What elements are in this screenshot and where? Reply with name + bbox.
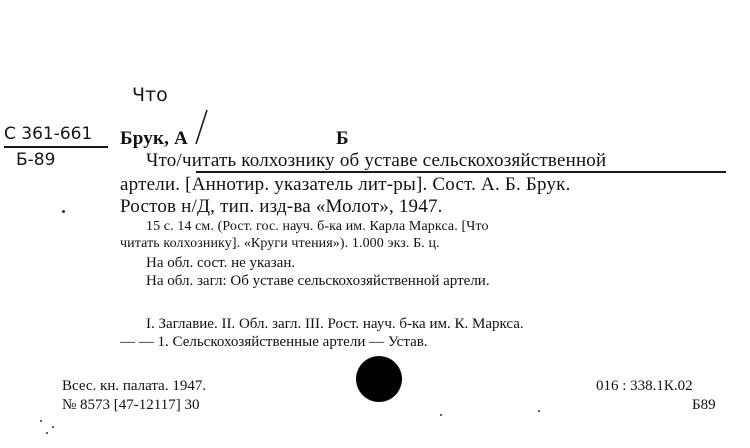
title-line-1: Что/читать колхознику об уставе сельскохозяйственной bbox=[146, 150, 607, 171]
scan-speck bbox=[440, 414, 442, 416]
collation-line-1: 15 с. 14 см. (Рост. гос. науч. б-ка им. Карла Маркса. [Что bbox=[146, 219, 489, 234]
classification-code: 016 : 338.1К.02 bbox=[596, 378, 693, 394]
tracing-1: I. Заглавие. II. Обл. загл. III. Рост. науч. б-ка им. К. Маркса. bbox=[146, 316, 524, 332]
note-2: На обл. загл: Об уставе сельскохозяйственной артели. bbox=[146, 273, 490, 289]
title-line-3: Ростов н/Д, тип. изд-ва «Молот», 1947. bbox=[120, 196, 443, 217]
scan-speck bbox=[46, 432, 48, 434]
book-chamber: Всес. кн. палата. 1947. bbox=[62, 378, 207, 394]
card-punch-hole bbox=[356, 356, 402, 402]
cutter-number: Б89 bbox=[692, 397, 716, 413]
handwritten-shelf-mark-1: С 361-661 bbox=[4, 124, 93, 144]
scan-speck bbox=[538, 410, 540, 412]
scan-speck bbox=[62, 210, 65, 213]
registration-number: № 8573 [47-12117] 30 bbox=[62, 397, 200, 413]
scan-speck bbox=[52, 426, 54, 428]
title-underline bbox=[196, 171, 726, 173]
author-initial: Б bbox=[336, 128, 349, 149]
handwritten-top-word: Что bbox=[132, 84, 168, 106]
handwritten-shelf-mark-2: Б-89 bbox=[16, 150, 56, 170]
author-heading: Брук, А bbox=[120, 128, 188, 149]
title-line-2: артели. [Аннотир. указатель лит-ры]. Сост. А. Б. Брук. bbox=[120, 174, 571, 195]
handwritten-slash bbox=[192, 108, 212, 148]
shelf-mark-underline bbox=[4, 146, 108, 148]
collation-line-2: читать колхознику]. «Круги чтения»). 1.000 экз. Б. ц. bbox=[120, 236, 440, 251]
tracing-2: — — 1. Сельскохозяйственные артели — Устав. bbox=[120, 334, 428, 350]
scan-speck bbox=[40, 420, 42, 422]
note-1: На обл. сост. не указан. bbox=[146, 255, 296, 271]
